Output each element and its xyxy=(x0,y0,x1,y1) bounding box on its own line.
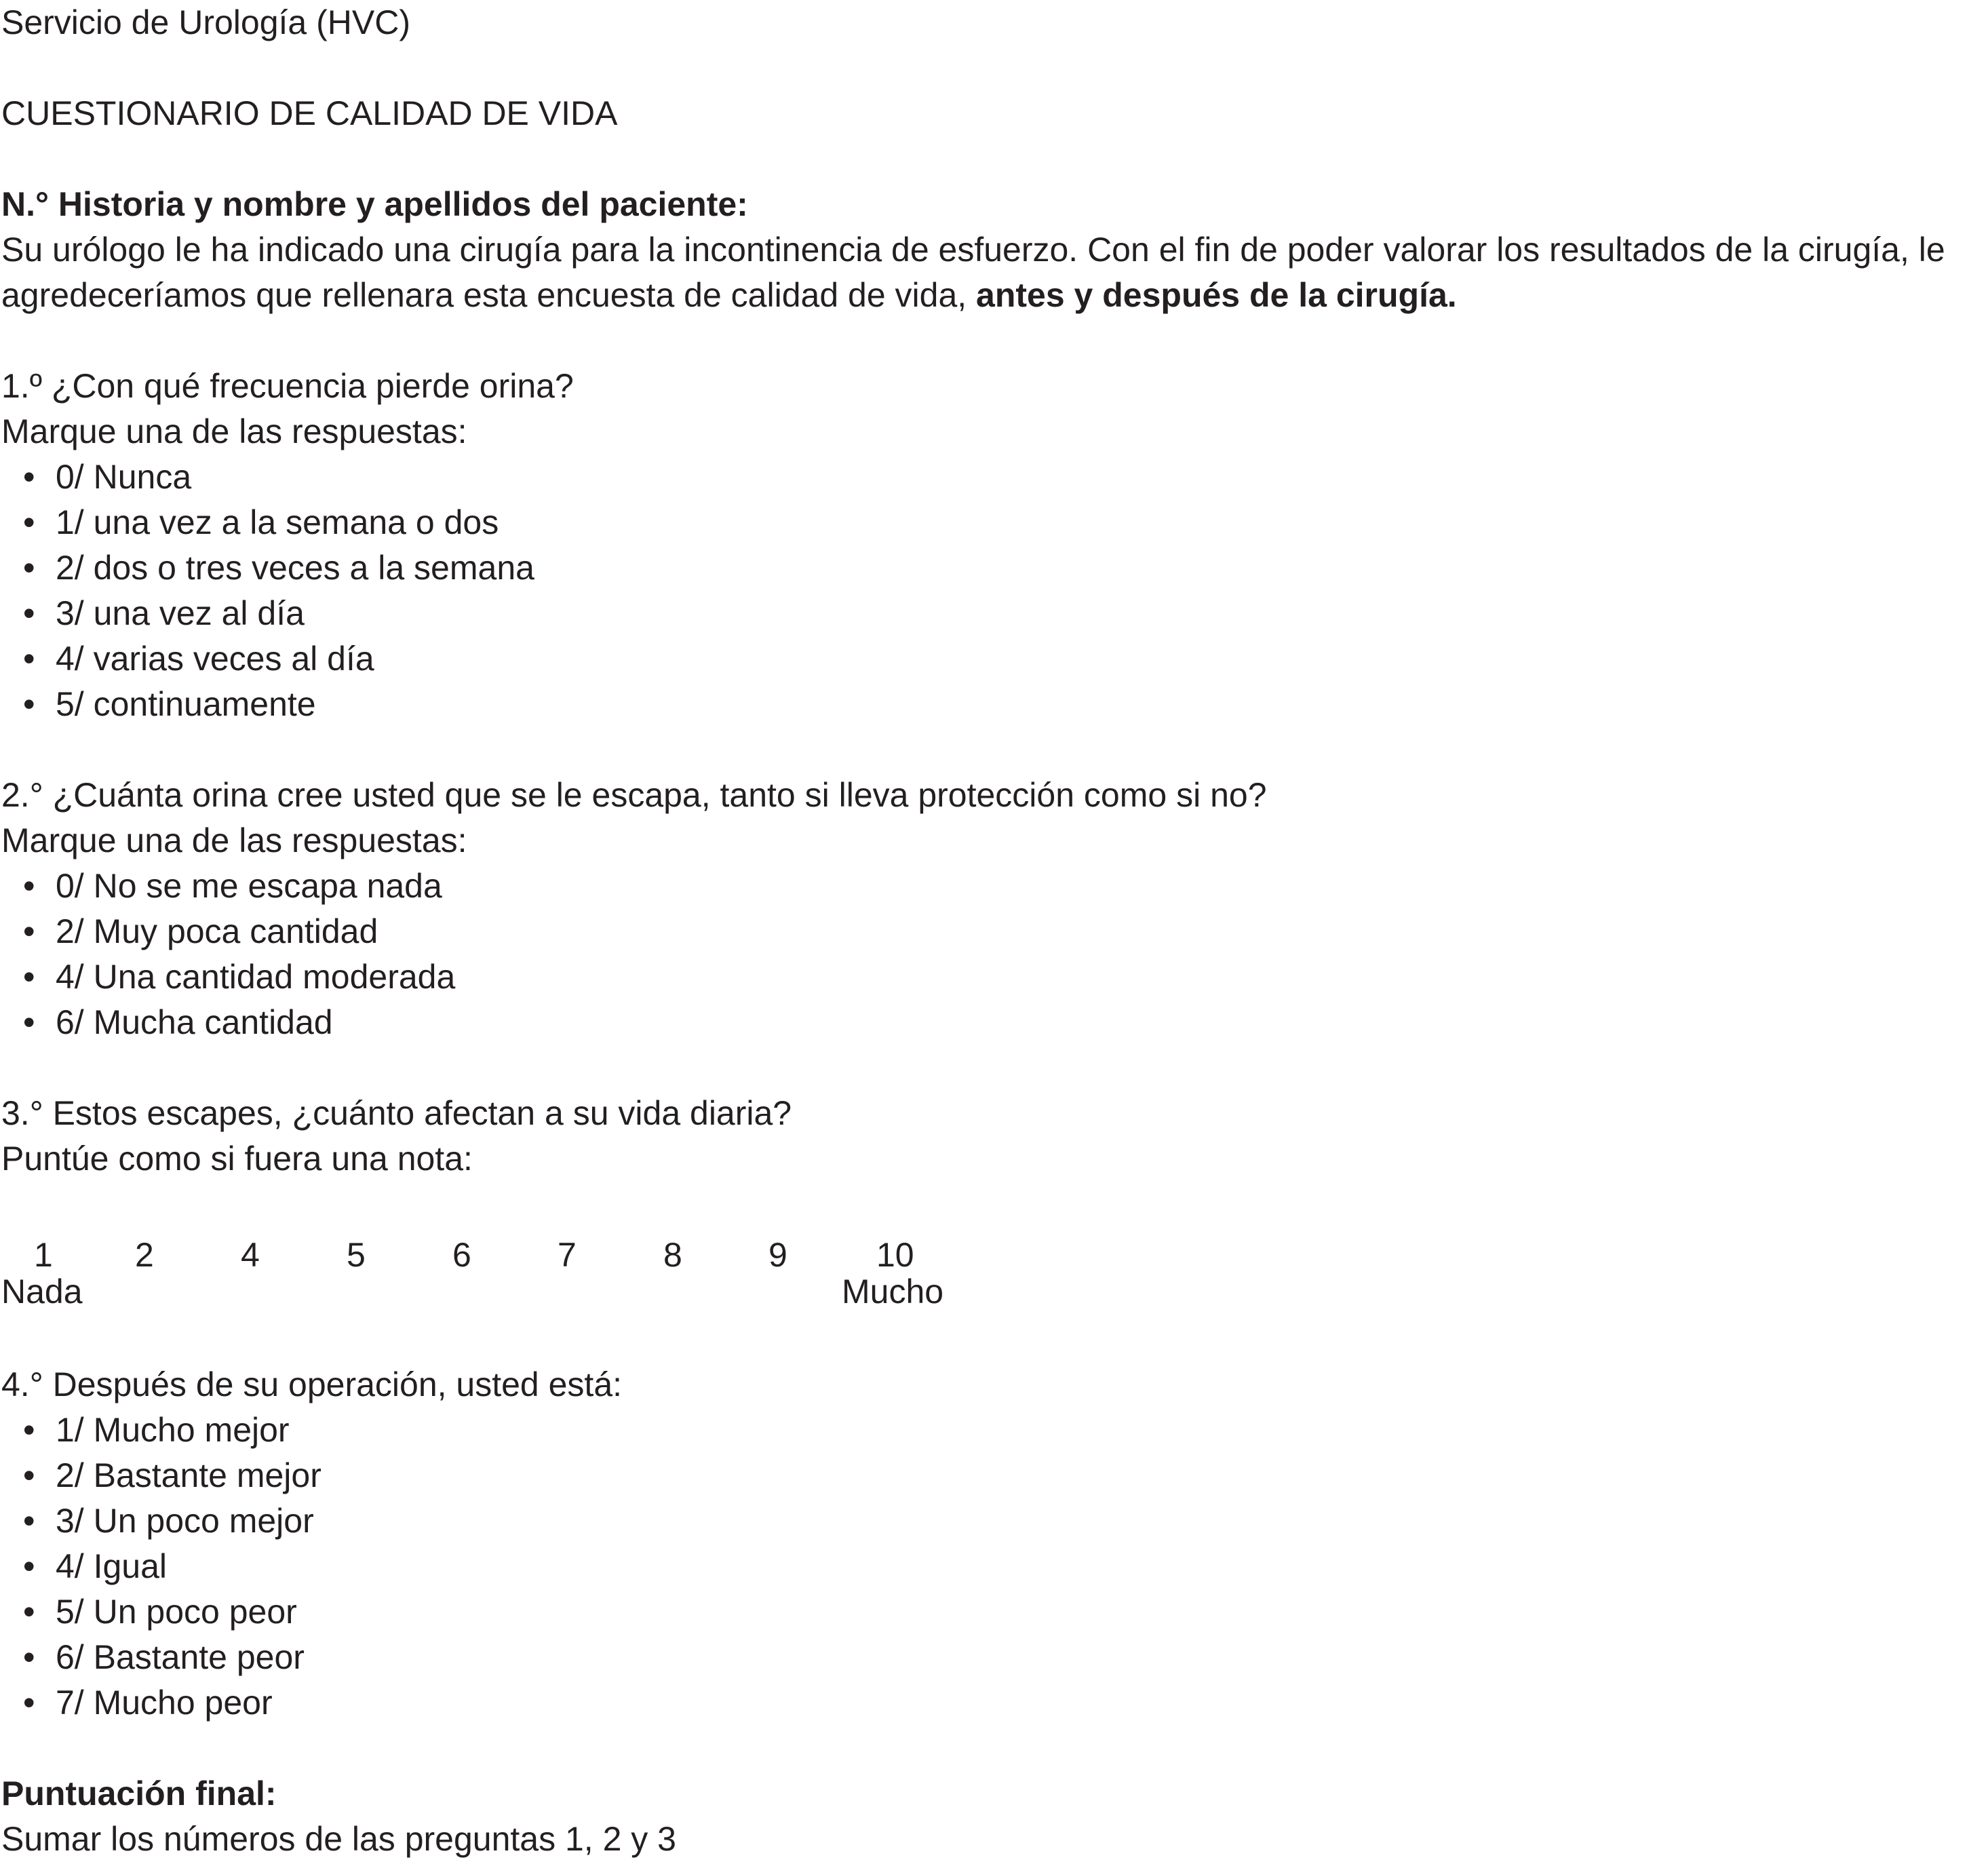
question-2-instruction: Marque una de las respuestas: xyxy=(1,821,467,859)
intro-paragraph xyxy=(1,227,1988,318)
answer-option[interactable]: • 4/ varias veces al día xyxy=(1,636,1988,682)
scale-value[interactable]: 6 xyxy=(452,1236,471,1274)
question-3-instruction: Puntúe como si fuera una nota: xyxy=(1,1140,473,1178)
question-4-options xyxy=(1,1408,1988,1726)
bullet-icon: • xyxy=(23,594,35,632)
answer-option[interactable]: • 2/ Bastante mejor xyxy=(1,1453,1988,1498)
answer-option[interactable]: • 2/ dos o tres veces a la semana xyxy=(1,545,1988,591)
bullet-icon: • xyxy=(23,685,35,723)
service-name: Servicio de Urología (HVC) xyxy=(1,3,410,41)
bullet-icon: • xyxy=(23,1547,35,1585)
patient-id-label: N.° Historia y nombre y apellidos del paciente: xyxy=(1,185,748,223)
bullet-icon: • xyxy=(23,640,35,678)
answer-option[interactable]: • 3/ una vez al día xyxy=(1,591,1988,636)
answer-option[interactable]: • 3/ Un poco mejor xyxy=(1,1498,1988,1544)
bullet-icon: • xyxy=(23,549,35,587)
answer-option[interactable]: • 1/ una vez a la semana o dos xyxy=(1,500,1988,545)
question-1-instruction: Marque una de las respuestas: xyxy=(1,412,467,450)
question-1 xyxy=(1,364,1988,727)
answer-option[interactable]: • 5/ Un poco peor xyxy=(1,1589,1988,1635)
answer-option[interactable]: • 1/ Mucho mejor xyxy=(1,1408,1988,1453)
scale-value[interactable]: 1 xyxy=(34,1236,53,1274)
bullet-icon: • xyxy=(23,867,35,905)
question-1-text: 1.º ¿Con qué frecuencia pierde orina? xyxy=(1,367,574,405)
question-2 xyxy=(1,773,1988,1045)
intro-text: Su urólogo le ha indicado una cirugía para la incontinencia de esfuerzo. Con el fin de poder valorar los resultados de la cirugía, le agredeceríamos que rellenara esta encuesta de calidad de vida, xyxy=(1,231,1945,314)
bullet-icon: • xyxy=(23,1502,35,1540)
scale-value[interactable]: 8 xyxy=(663,1236,682,1274)
question-4-text: 4.° Después de su operación, usted está: xyxy=(1,1365,623,1403)
bullet-icon: • xyxy=(23,1456,35,1494)
bullet-icon: • xyxy=(23,958,35,996)
question-3 xyxy=(1,1091,1988,1315)
bullet-icon: • xyxy=(23,503,35,541)
answer-option[interactable]: • 4/ Una cantidad moderada xyxy=(1,954,1988,1000)
answer-option[interactable]: • 5/ continuamente xyxy=(1,682,1988,727)
scale-high-label: Mucho xyxy=(842,1273,944,1311)
bullet-icon: • xyxy=(23,1003,35,1041)
question-2-options xyxy=(1,864,1988,1045)
question-1-options xyxy=(1,454,1988,727)
answer-option[interactable]: • 0/ No se me escapa nada xyxy=(1,864,1988,909)
bullet-icon: • xyxy=(23,1411,35,1449)
answer-option[interactable]: • 4/ Igual xyxy=(1,1544,1988,1589)
scale-value[interactable]: 9 xyxy=(768,1236,787,1274)
final-score-instruction: Sumar los números de las preguntas 1, 2 y 3 xyxy=(1,1820,676,1858)
bullet-icon: • xyxy=(23,1684,35,1722)
scale-value[interactable]: 10 xyxy=(876,1236,914,1274)
question-3-text: 3.° Estos escapes, ¿cuánto afectan a su vida diaria? xyxy=(1,1094,792,1132)
scale-value[interactable]: 5 xyxy=(347,1236,366,1274)
answer-option[interactable]: • 6/ Bastante peor xyxy=(1,1635,1988,1680)
question-4 xyxy=(1,1362,1988,1726)
question-2-text: 2.° ¿Cuánta orina cree usted que se le escapa, tanto si lleva protección como si no? xyxy=(1,776,1267,814)
bullet-icon: • xyxy=(23,458,35,496)
scale-labels xyxy=(1,1269,1988,1315)
intro-emphasis: antes y después de la cirugía. xyxy=(976,276,1457,314)
final-score-label: Puntuación final: xyxy=(1,1774,277,1812)
answer-option[interactable]: • 6/ Mucha cantidad xyxy=(1,1000,1988,1045)
answer-option[interactable]: • 0/ Nunca xyxy=(1,454,1988,500)
scale-value[interactable]: 4 xyxy=(241,1236,260,1274)
bullet-icon: • xyxy=(23,1638,35,1676)
scale-low-label: Nada xyxy=(1,1273,83,1311)
answer-option[interactable]: • 2/ Muy poca cantidad xyxy=(1,909,1988,954)
scale-value[interactable]: 7 xyxy=(558,1236,577,1274)
scale-value[interactable]: 2 xyxy=(135,1236,154,1274)
answer-option[interactable]: • 7/ Mucho peor xyxy=(1,1680,1988,1726)
bullet-icon: • xyxy=(23,1593,35,1631)
rating-scale xyxy=(1,1233,1988,1274)
document-title: CUESTIONARIO DE CALIDAD DE VIDA xyxy=(1,94,618,132)
bullet-icon: • xyxy=(23,912,35,950)
